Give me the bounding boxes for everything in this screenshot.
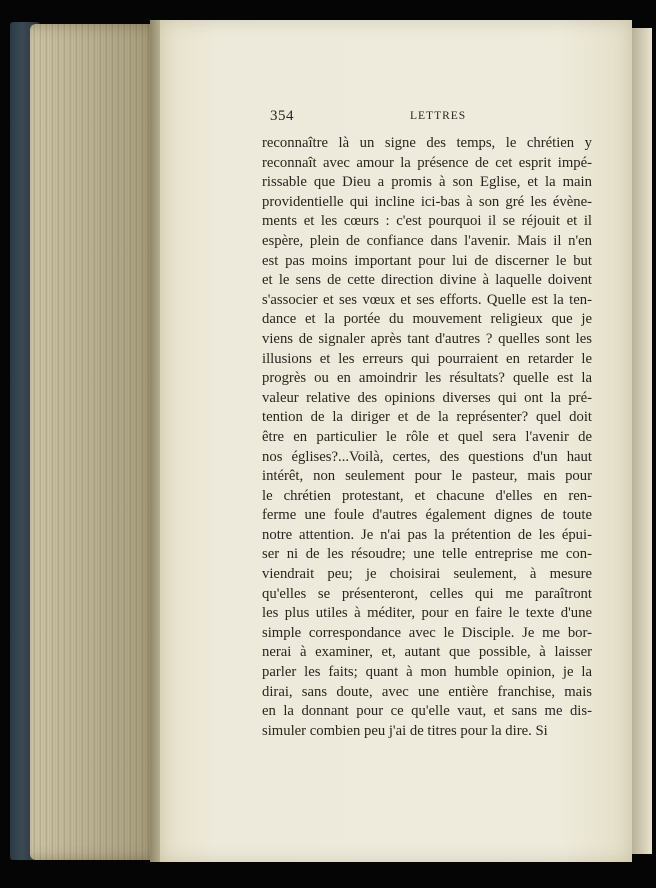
page-number: 354 <box>270 108 294 124</box>
text-line: reconnaître là un signe des temps, le chrétien y <box>262 135 592 151</box>
page-header <box>270 108 592 128</box>
text-line: nerai à examiner, et, autant que possible, à laisser <box>262 644 592 661</box>
body-text <box>262 134 592 741</box>
text-line: providentielle qui incline ici-bas à son gré les évène- <box>262 193 592 210</box>
text-line: s'associer et ses vœux et ses efforts. Quelle est la ten- <box>262 291 592 308</box>
text-line: ferme une foule d'autres également dignes de toute <box>262 507 592 524</box>
text-line: intérêt, non seulement pour le pasteur, mais pour <box>262 468 592 485</box>
text-line: et le sens de cette direction divine à laquelle doivent <box>262 272 592 289</box>
text-line: progrès ou en amoindrir les résultats? quelle est la <box>262 370 592 387</box>
text-line: tention de la diriger et de la représenter? quel doit <box>262 409 592 426</box>
text-line: valeur relative des opinions diverses qui ont la pré- <box>262 389 592 406</box>
text-line: est pas moins important pour lui de discerner le but <box>262 252 592 269</box>
text-line: notre attention. Je n'ai pas la prétention de les épui- <box>262 526 592 543</box>
text-line: simuler combien peu j'ai de titres pour la dire. Si <box>262 722 548 739</box>
text-line: rissable que Dieu a promis à son Eglise, et la main <box>262 174 592 191</box>
running-head: LETTRES <box>410 110 467 122</box>
page-stack-edges <box>30 24 162 860</box>
text-line: les plus utiles à méditer, pour en faire le texte d'une <box>262 605 592 622</box>
text-line: parler les faits; quant à mon humble opinion, je la <box>262 664 592 681</box>
text-line: ments et les cœurs : c'est pourquoi il se réjouit et il <box>262 213 592 230</box>
text-line: reconnaît avec amour la présence de cet esprit impé- <box>262 154 592 171</box>
text-line: espère, plein de confiance dans l'avenir. Mais il n'en <box>262 232 592 249</box>
text-line: en la donnant pour ce qu'elle vaut, et sans me dis- <box>262 703 592 720</box>
text-line: dirai, sans doute, avec une entière franchise, mais <box>262 683 592 700</box>
text-line: nos églises?...Voilà, certes, des questions d'un haut <box>262 448 592 465</box>
facing-page-edge <box>632 28 652 854</box>
text-line: qu'elles se présenteront, celles qui me paraîtront <box>262 585 592 602</box>
text-line: simple correspondance avec le Disciple. Je me bor- <box>262 624 592 641</box>
text-line: viens de signaler après tant d'autres ? quelles sont les <box>262 330 592 347</box>
text-line: le chrétien protestant, et chacune d'elles en ren- <box>262 487 592 504</box>
text-line: être en particulier le rôle et quel sera l'avenir de <box>262 428 592 445</box>
text-line: ser ni de les résoudre; une telle entreprise me con- <box>262 546 592 563</box>
text-line: viendrait peu; je choisirai seulement, à mesure <box>262 566 592 583</box>
text-line: illusions et les erreurs qui pourraient en retarder le <box>262 350 592 367</box>
text-line: dance et la portée du mouvement religieux que je <box>262 311 592 328</box>
